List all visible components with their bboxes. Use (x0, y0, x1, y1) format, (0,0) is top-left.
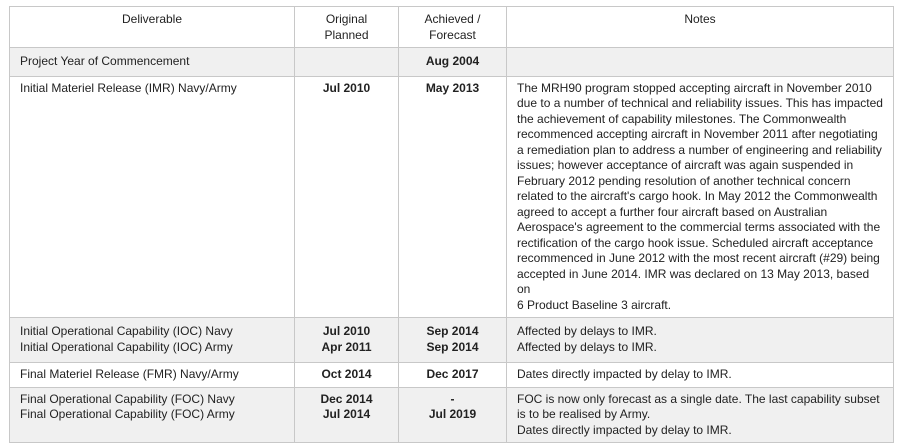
header-deliverable (10, 7, 295, 48)
achieved-forecast-text: Dec 2017 (426, 367, 479, 381)
notes-text: Dates directly impacted by delay to IMR. (517, 422, 732, 437)
notes-cell (507, 363, 894, 388)
notes-cell (507, 318, 894, 363)
original-planned-text: Jul 2010 (322, 324, 371, 338)
deliverable-text: Project Year of Commencement (20, 54, 190, 68)
original-planned-text: Jul 2010 (322, 80, 371, 95)
notes-cell (507, 76, 894, 318)
original-planned-text: Apr 2011 (321, 339, 372, 354)
notes-text: agreed to accept a further four aircraft based on Australian (517, 204, 828, 219)
table-row (10, 387, 894, 443)
deliverable-cell (10, 48, 295, 77)
notes-text: related to the aircraft's cargo hook. In May 2012 the Commonwealth (517, 189, 878, 203)
original-planned-cell (295, 387, 399, 443)
header-row (10, 7, 894, 48)
deliverable-text: Initial Materiel Release (IMR) Navy/Army (20, 80, 237, 95)
notes-text: due to a number of technical and reliability issues. This has impacted (517, 96, 883, 110)
notes-text: February 2012 pending resolution of another technical concern (517, 173, 851, 188)
table-row (10, 363, 894, 388)
header-planned-label: Planned (324, 27, 369, 42)
original-planned-cell (295, 48, 399, 77)
achieved-forecast-cell (399, 363, 507, 388)
notes-text: recommenced accepting aircraft in November 2011 after negotiating (517, 127, 878, 141)
notes-cell (507, 387, 894, 443)
notes-text: FOC is now only forecast as a single date. The last capability subset (517, 391, 880, 406)
notes-text: Affected by delays to IMR. (517, 339, 657, 354)
notes-text: Affected by delays to IMR. (517, 324, 657, 338)
header-original-planned (295, 7, 399, 48)
notes-text (517, 54, 883, 70)
deliverable-text: Final Operational Capability (FOC) Army (20, 407, 235, 421)
notes-text: 6 Product Baseline 3 aircraft. (517, 297, 672, 312)
table-body (10, 48, 894, 443)
deliverable-cell (10, 76, 295, 318)
header-deliverable-label: Deliverable (121, 12, 183, 26)
notes-text: a remediation plan to address a number of engineering and reliability (517, 142, 882, 157)
notes-text: rectification of the cargo hook issue. Scheduled aircraft acceptance (517, 235, 874, 250)
original-planned-text: Jul 2014 (322, 407, 371, 421)
original-planned-cell (295, 76, 399, 318)
original-planned-text: Dec 2014 (320, 391, 373, 406)
header-original-label: Original (325, 12, 368, 26)
original-planned-text: Oct 2014 (321, 367, 372, 381)
header-notes-label: Notes (684, 12, 716, 26)
original-planned-cell (295, 318, 399, 363)
achieved-forecast-cell (399, 48, 507, 77)
achieved-forecast-text: Jul 2019 (428, 407, 477, 421)
achieved-forecast-text: Aug 2004 (425, 54, 480, 68)
original-planned-cell (295, 363, 399, 388)
table-row (10, 318, 894, 363)
deliverable-cell (10, 318, 295, 363)
achieved-forecast-text: Sep 2014 (426, 339, 479, 354)
achieved-forecast-text: May 2013 (425, 80, 480, 95)
deliverable-text: Initial Operational Capability (IOC) Navy (20, 324, 233, 338)
original-planned-text (305, 54, 388, 70)
achieved-forecast-text: Sep 2014 (426, 324, 479, 338)
header-achieved-forecast (399, 7, 507, 48)
achieved-forecast-cell (399, 76, 507, 318)
notes-text: The MRH90 program stopped accepting aircraft in November 2010 (517, 80, 872, 95)
achieved-forecast-cell (399, 387, 507, 443)
notes-text: accepted in June 2014. IMR was declared on 13 May 2013, based on (517, 266, 870, 296)
deliverables-table (9, 6, 894, 443)
deliverable-text: Final Operational Capability (FOC) Navy (20, 391, 235, 406)
notes-text: the achievement of capability milestones. The Commonwealth (517, 111, 847, 126)
header-notes (507, 7, 894, 48)
notes-cell (507, 48, 894, 77)
header-achieved-label: Achieved / (424, 12, 481, 26)
notes-text: Dates directly impacted by delay to IMR. (517, 367, 732, 381)
deliverable-text: Final Materiel Release (FMR) Navy/Army (20, 367, 239, 381)
table-row (10, 76, 894, 318)
header-forecast-label: Forecast (429, 27, 476, 42)
notes-text: issues; however acceptance of aircraft was again suspended in (517, 158, 854, 172)
notes-text: recommenced in June 2012 with the most recent aircraft (#29) being (517, 251, 880, 265)
achieved-forecast-cell (399, 318, 507, 363)
deliverable-text: Initial Operational Capability (IOC) Army (20, 339, 233, 354)
notes-text: is to be realised by Army. (517, 407, 651, 421)
table-row (10, 48, 894, 77)
deliverable-cell (10, 363, 295, 388)
achieved-forecast-text: - (450, 391, 455, 406)
deliverable-cell (10, 387, 295, 443)
notes-text: Aerospace's agreement to the commercial terms associated with the (517, 220, 881, 234)
